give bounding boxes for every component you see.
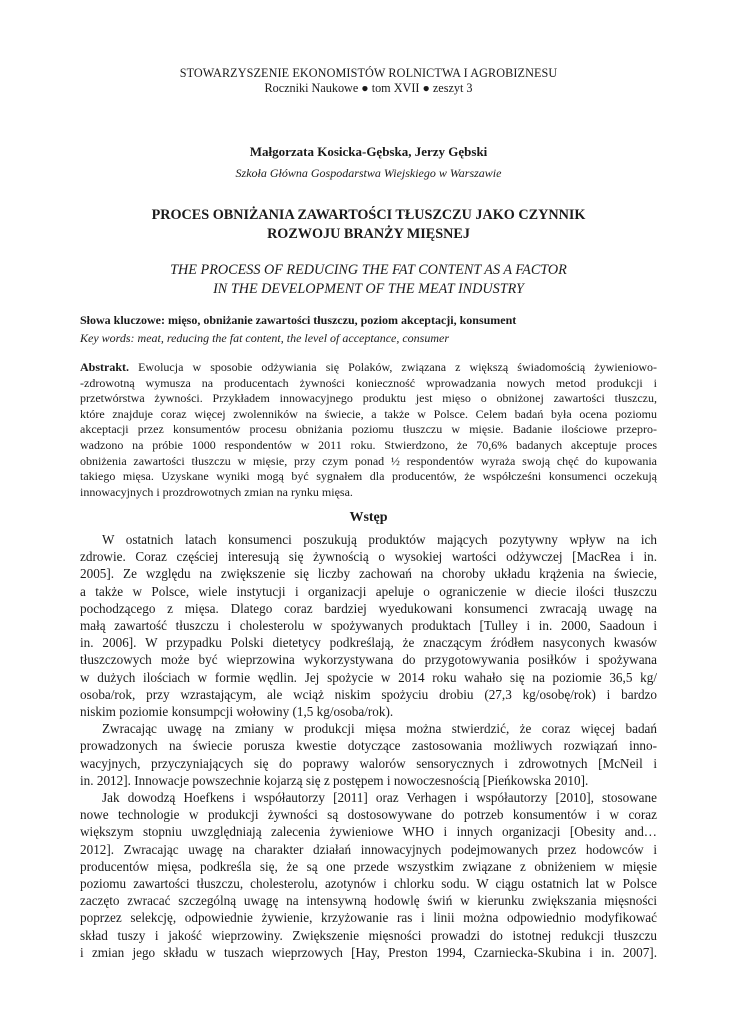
- abstract-line: przetwórstwa żywności. Przykładem innowacyjnego produktu jest mięso o obniżonej zawartości tłuszczu,: [80, 391, 657, 406]
- keywords-polish: Słowa kluczowe: mięso, obniżanie zawartości tłuszczu, poziom akceptacji, konsument: [80, 313, 517, 327]
- body-line: nowe technologie w produkcji żywności są dostosowywane do potrzeb konsumentów i w coraz: [80, 807, 657, 823]
- body-line: W ostatnich latach konsumenci poszukują produktów mających pozytywny wpływ na ich: [102, 532, 657, 547]
- body-line: pochodzącego z mięsa. Dlatego coraz bardziej wyedukowani konsumenci zwracają uwagę na: [80, 600, 657, 616]
- body-line: osoba/rok, przy wzrastającym, ale wciąż niskim spożyciu drobiu (27,3 kg/osobę/rok) i bardzo: [80, 686, 657, 702]
- body-line: 2005]. Ze względu na zwiększenie się liczby zachowań na choroby układu krążenia na świecie,: [80, 566, 657, 582]
- abstract-line: akceptacji przez konsumentów procesu obniżania poziomu tłuszczu w mięsie. Badanie ilościowe przepro-: [80, 422, 657, 437]
- body-line: zdrowie. Coraz częściej interesują się żywnością o wysokiej wartości odżywczej [MacRea i in.: [80, 549, 657, 565]
- body-line: in. 2006]. W przypadku Polski dietetycy podkreślają, że znaczącym źródłem nasyconych kwasów: [80, 635, 657, 651]
- journal-header: STOWARZYSZENIE EKONOMISTÓW ROLNICTWA I AGROBIZNESU: [179, 66, 558, 80]
- body-line: w dużych ilościach w formie wędlin. Jej spożycie w 2014 roku wahało się na poziomie 36,5 kg/: [80, 669, 657, 685]
- abstract-line: Ewolucja w sposobie odżywiania się Polaków, związana z większą świadomością żywieniowo-: [129, 360, 657, 374]
- body-line: poziomu zawartości tłuszczu, cholesterolu, azotynów i chlorku sodu. W ciągu ostatnich lat w Polsce: [80, 876, 657, 892]
- keywords-english: Key words: meat, reducing the fat content, the level of acceptance, consumer: [80, 331, 449, 345]
- body-line: poprzez selekcję, odpowiednie żywienie, krzyżowanie ras i linii można odpowiednio modyfikować: [80, 910, 657, 926]
- section-title: Wstęp: [349, 510, 388, 525]
- body-line: producentów mięsa, podkreśla się, że są one przede wszystkim związane z obniżeniem w mięsie: [80, 858, 657, 874]
- body-line: in. 2012]. Innowacje powszechnie kojarzą się z postępem i nowoczesnością [Pieńkowska 2010].: [80, 772, 589, 788]
- body-line: większym stopniu uwzględniają zalecenia żywieniowe WHO i innych organizacji [Obesity and…: [80, 824, 657, 840]
- authors: Małgorzata Kosicka-Gębska, Jerzy Gębski: [249, 144, 488, 159]
- abstract-line: takiego mięsa. Uzyskane wyniki mogą być sygnałem dla producentów, że współcześni konsumenci oczekują: [80, 469, 657, 484]
- body-line: zaczęto zwracać szczególną uwagę na intensywną hodowlę świń w kierunku zwiększania mięsności: [80, 893, 657, 909]
- title-polish-line: ROZWOJU BRANŻY MIĘSNEJ: [267, 226, 470, 242]
- body-line: tłuszczowych może być wieprzowina wykorzystywana do przygotowywania posiłków i spożywana: [80, 652, 657, 668]
- journal-issue: Roczniki Naukowe ● tom XVII ● zeszyt 3: [264, 81, 473, 95]
- title-english-line: THE PROCESS OF REDUCING THE FAT CONTENT AS A FACTOR: [170, 262, 567, 278]
- body-line: Zwracając uwagę na zmiany w produkcji mięsa można stwierdzić, że coraz więcej badań: [102, 721, 657, 737]
- body-line: a także w Polsce, wiele instytucji i organizacji apeluje o ograniczenie w diecie ilości tłuszczu: [80, 583, 657, 599]
- title-english-line: IN THE DEVELOPMENT OF THE MEAT INDUSTRY: [213, 281, 524, 297]
- body-line: Jak dowodzą Hoefkens i współautorzy [2011] oraz Verhagen i współautorzy [2010], stosowane: [102, 790, 657, 806]
- abstract-line: które znajduje coraz więcej zwolenników na świecie, a także w Polsce. Celem badań była ocena poziomu: [80, 406, 657, 421]
- abstract: [80, 360, 657, 500]
- abstract-label: Abstrakt.: [80, 360, 130, 374]
- affiliation: Szkoła Główna Gospodarstwa Wiejskiego w Warszawie: [235, 166, 502, 180]
- abstract-line: innowacyjnych i prozdrowotnych zmian na rynku mięsa.: [80, 484, 353, 499]
- body-line: 2012]. Zwracając uwagę na charakter działań innowacyjnych podejmowanych przez hodowców i: [80, 841, 657, 857]
- body-line: niskim poziomie konsumpcji wołowiny (1,5 kg/osoba/rok).: [80, 704, 394, 720]
- body-line: wacyjnych, przyczyniających się do poprawy walorów sensorycznych i zdrowotnych [McNeil i: [80, 755, 657, 771]
- abstract-line: wadzono na próbie 1000 respondentów w 2011 roku. Stwierdzono, że 70,6% badanych akceptuje proces: [80, 437, 657, 452]
- body-line: skład tuszy i jakość wieprzowiny. Zwiększenie mięsności prowadzi do istotnej redukcji tłuszczu: [80, 927, 657, 943]
- body-line: i zmian jego składu w tuszach wieprzowych [Hay, Preston 1994, Czarniecka-Skubina i in. 2007].: [80, 944, 657, 960]
- body-line: prowadzonych na świecie porusza kwestie dotyczące zastosowania możliwych rozwiązań inno-: [80, 738, 657, 754]
- body-text: [80, 531, 657, 961]
- body-line: małą zawartość tłuszczu i cholesterolu w spożywanych produktach [Tulley i in. 2000, Saadoun i: [80, 618, 657, 634]
- title-english: [80, 261, 657, 299]
- abstract-line: -zdrowotną wymusza na producentach żywności konieczność wprowadzania nowych metod produkcji i: [80, 375, 657, 390]
- title-polish-line: PROCES OBNIŻANIA ZAWARTOŚCI TŁUSZCZU JAKO CZYNNIK: [151, 207, 586, 223]
- title-polish: [80, 206, 657, 244]
- abstract-line: obniżenia zawartości tłuszczu w mięsie, przy czym ponad ½ respondentów wyraża swoją chęć do kupowania: [80, 453, 657, 468]
